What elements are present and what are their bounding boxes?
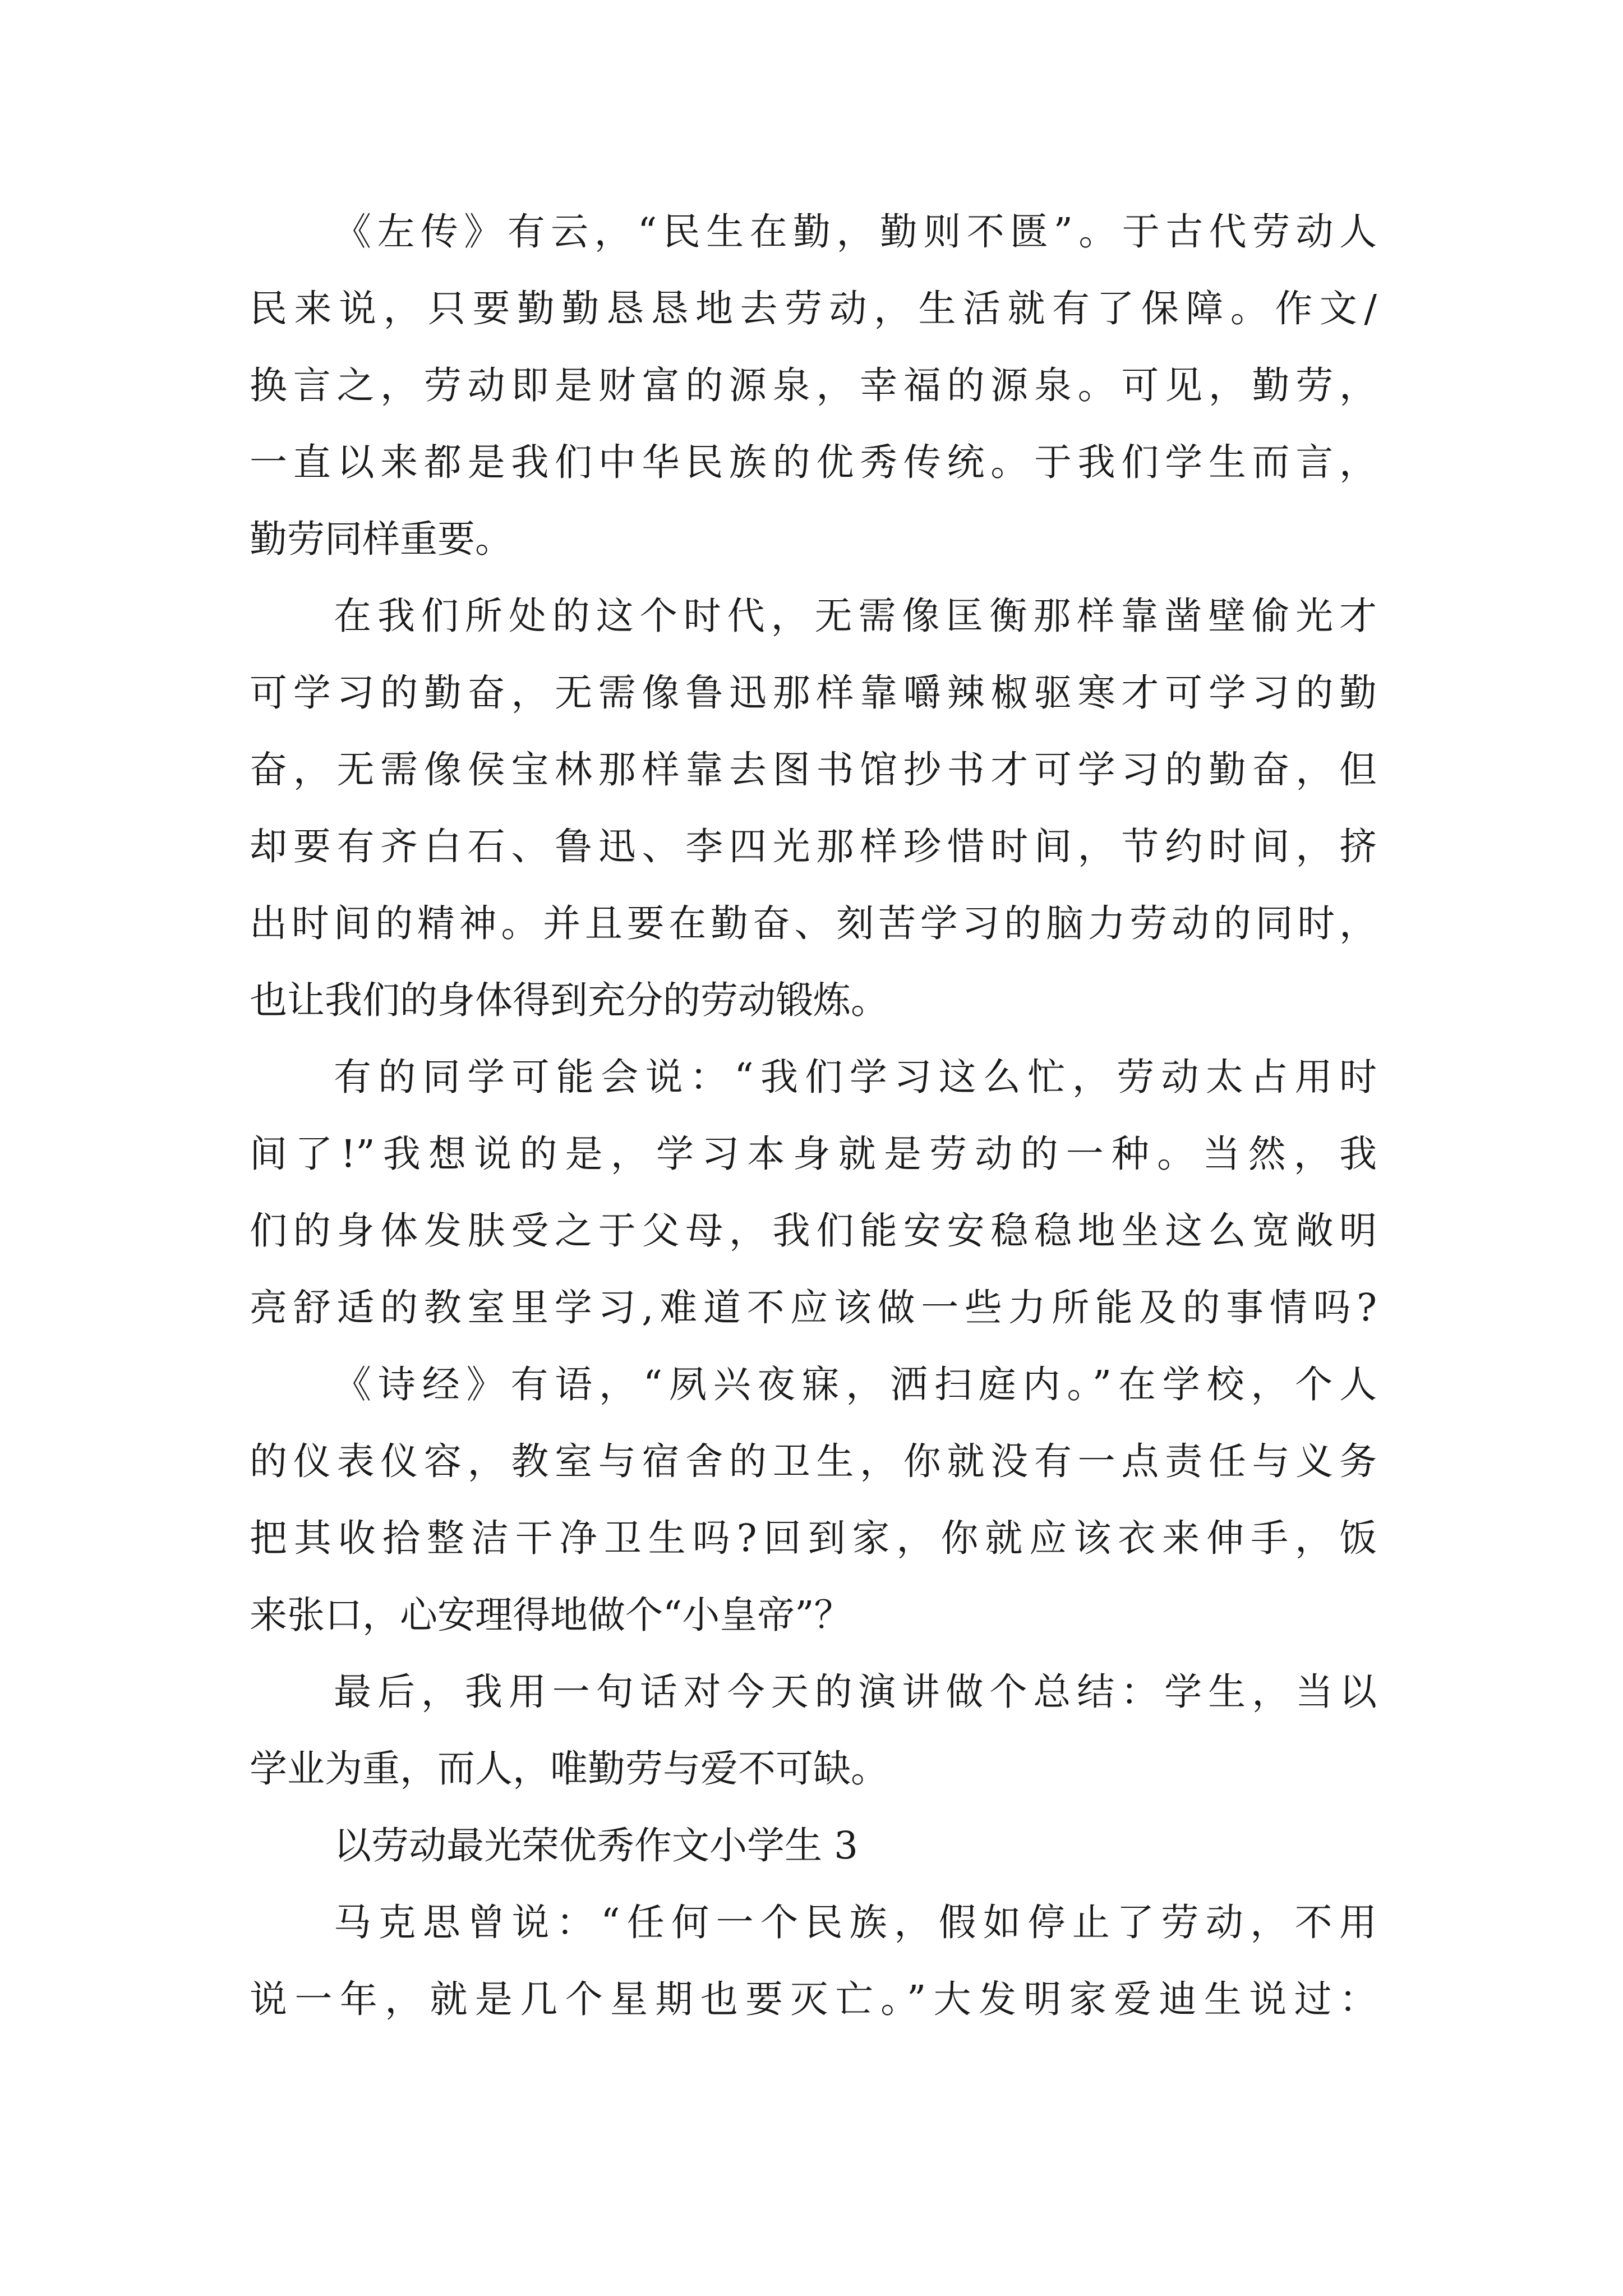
paragraph-line: 说一年，就是几个星期也要灭亡。”大发明家爱迪生说过： bbox=[250, 1977, 1377, 2021]
paragraph-line: 民来说，只要勤勤恳恳地去劳动，生活就有了保障。作文/ bbox=[250, 287, 1377, 330]
paragraph-line: 学业为重，而人，唯勤劳与爱不可缺。 bbox=[250, 1747, 888, 1791]
document-body bbox=[250, 194, 1377, 2038]
paragraph-line: 的仪表仪容，教室与宿舍的卫生，你就没有一点责任与义务 bbox=[250, 1439, 1377, 1483]
paragraph-line: 亮舒适的教室里学习,难道不应该做一些力所能及的事情吗? bbox=[250, 1286, 1377, 1329]
paragraph-line: 出时间的精神。并且要在勤奋、刻苦学习的脑力劳动的同时， bbox=[250, 901, 1377, 945]
paragraph-line: 间了!”我想说的是，学习本身就是劳动的一种。当然，我 bbox=[250, 1132, 1377, 1176]
paragraph-line: 在我们所处的这个时代，无需像匡衡那样靠凿壁偷光才 bbox=[334, 594, 1377, 638]
paragraph-line: 把其收拾整洁干净卫生吗?回到家，你就应该衣来伸手，饭 bbox=[250, 1516, 1377, 1560]
paragraph-line: 也让我们的身体得到充分的劳动锻炼。 bbox=[250, 978, 888, 1022]
paragraph-line: 有的同学可能会说：“我们学习这么忙，劳动太占用时 bbox=[334, 1055, 1377, 1099]
paragraph-line: 换言之，劳动即是财富的源泉，幸福的源泉。可见，勤劳， bbox=[250, 364, 1377, 407]
paragraph-line: 勤劳同样重要。 bbox=[250, 517, 513, 561]
paragraph-line: 却要有齐白石、鲁迅、李四光那样珍惜时间，节约时间，挤 bbox=[250, 825, 1377, 868]
paragraph-line: 一直以来都是我们中华民族的优秀传统。于我们学生而言， bbox=[250, 440, 1377, 484]
paragraph-line: 《诗经》有语，“夙兴夜寐，洒扫庭内。”在学校，个人 bbox=[334, 1363, 1377, 1406]
paragraph-line: 来张口，心安理得地做个“小皇帝”？ bbox=[250, 1593, 852, 1637]
paragraph-line: 们的身体发肤受之于父母，我们能安安稳稳地坐这么宽敞明 bbox=[250, 1209, 1377, 1253]
paragraph-line: 奋，无需像侯宝林那样靠去图书馆抄书才可学习的勤奋，但 bbox=[250, 748, 1377, 792]
section-heading: 以劳动最光荣优秀作文小学生 3 bbox=[334, 1824, 858, 1867]
paragraph-line: 最后，我用一句话对今天的演讲做个总结：学生，当以 bbox=[334, 1670, 1377, 1714]
paragraph-line: 可学习的勤奋，无需像鲁迅那样靠嚼辣椒驱寒才可学习的勤 bbox=[250, 671, 1377, 715]
paragraph-line: 马克思曾说：“任何一个民族，假如停止了劳动，不用 bbox=[334, 1901, 1377, 1944]
paragraph-line: 《左传》有云，“民生在勤，勤则不匮”。于古代劳动人 bbox=[334, 210, 1377, 254]
